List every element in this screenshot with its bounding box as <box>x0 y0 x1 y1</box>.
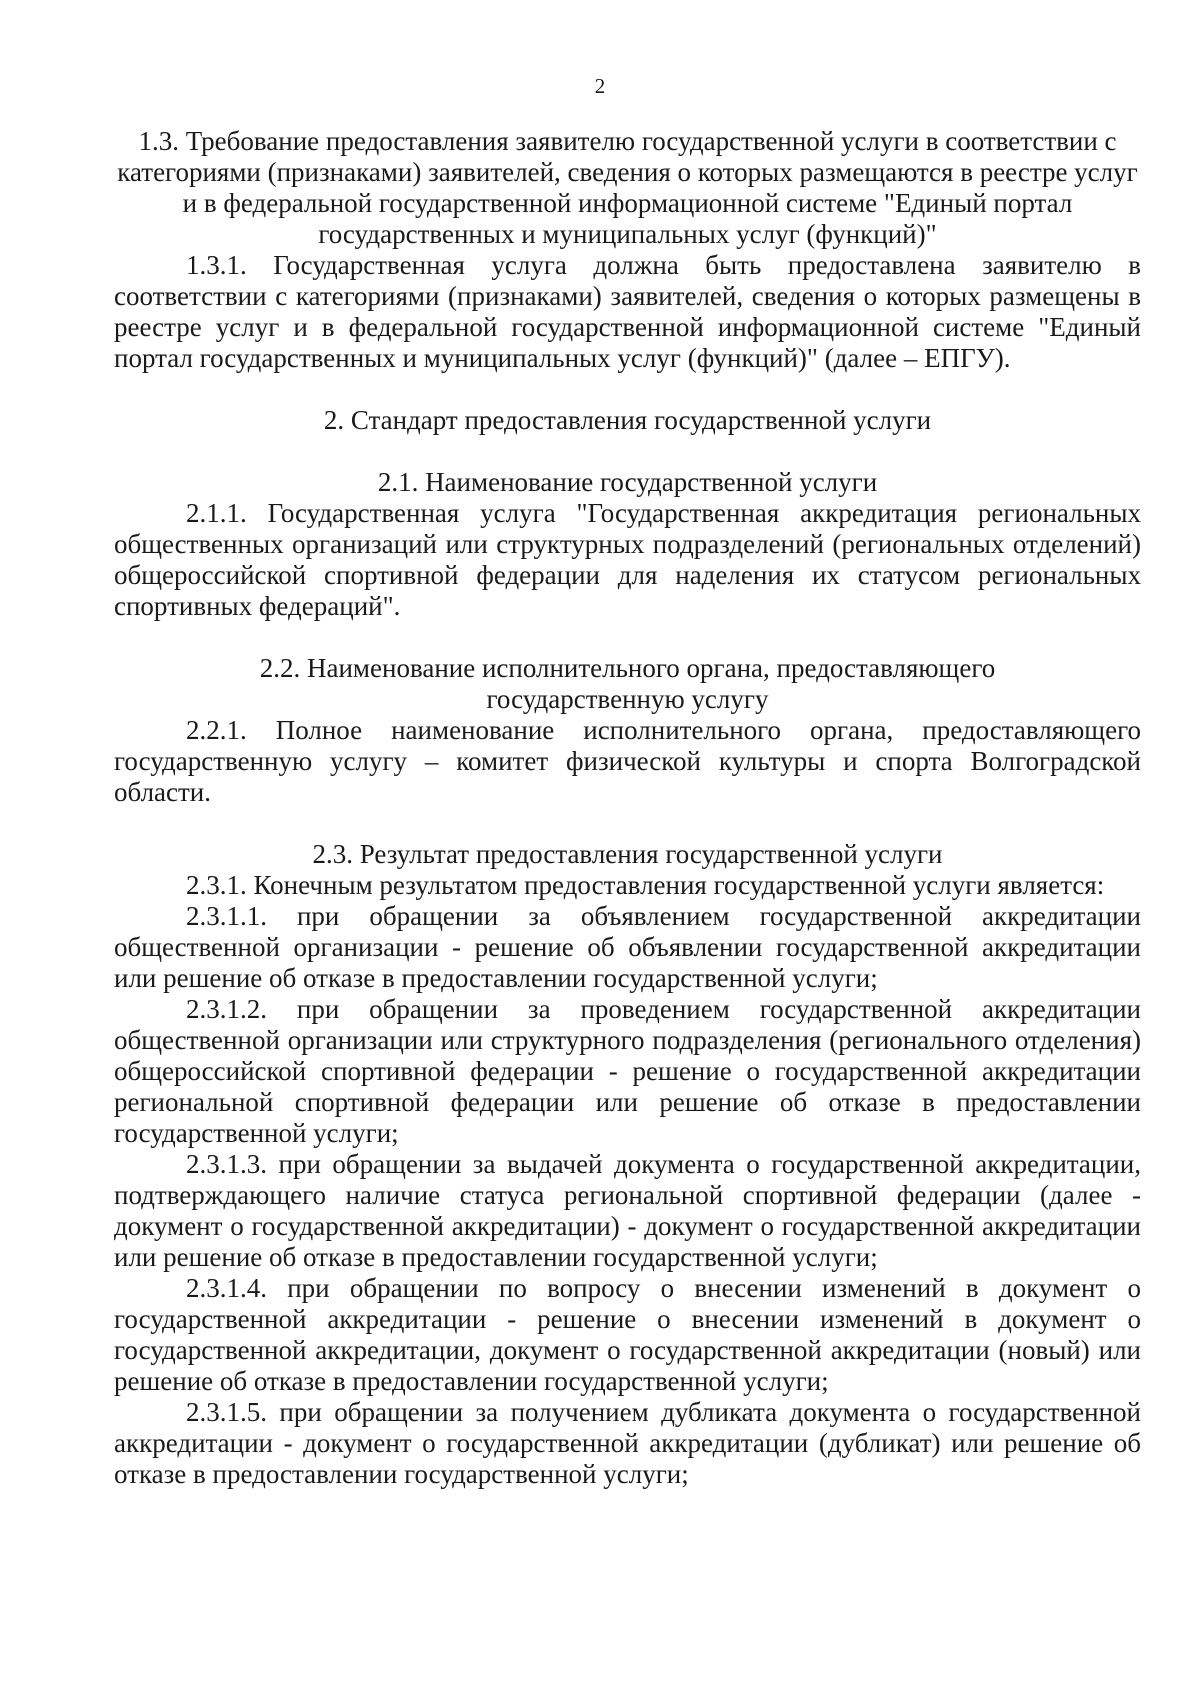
paragraph-2-3-1-1: 2.3.1.1. при обращении за объявлением государственной аккредитации общественной организации - решение об объявлении государственной аккредитации или решение об отказе в предоставлении государственной услуги; <box>114 901 1141 993</box>
spacer <box>114 436 1141 467</box>
page-number: 2 <box>594 74 606 98</box>
paragraph-2-3-1-3: 2.3.1.3. при обращении за выдачей документа о государственной аккредитации, подтверждающего наличие статуса региональной спортивной федерации (далее - документ о государственной аккредитации) - документ о государственной аккредитации или решение об отказе в предоставлении государственной услуги; <box>114 1149 1141 1272</box>
spacer <box>114 374 1141 405</box>
paragraph-2-3-1-5: 2.3.1.5. при обращении за получением дубликата документа о государственной аккредитации - документ о государственной аккредитации (дубликат) или решение об отказе в предоставлении государственной услуги; <box>114 1397 1141 1489</box>
section-2-2-heading-line2: государственную услугу <box>486 684 769 714</box>
document-body <box>114 126 1141 1490</box>
section-2-2-heading-line1: 2.2. Наименование исполнительного органа, предоставляющего <box>259 653 996 683</box>
paragraph-2-3-1-2: 2.3.1.2. при обращении за проведением государственной аккредитации общественной организации или структурного подразделения (регионального отделения) общероссийской спортивной федерации - решение о государственной аккредитации региональной спортивной федерации или решение об отказе в предоставлении государственной услуги; <box>114 994 1141 1148</box>
paragraph-1-3-1: 1.3.1. Государственная услуга должна быть предоставлена заявителю в соответствии с категориями (признаками) заявителей, сведения о которых размещены в реестре услуг и в федеральной государственной информационной системе "Единый портал государственных и муниципальных услуг (функций)" (далее – ЕПГУ). <box>114 250 1141 373</box>
paragraph-2-3-1-4: 2.3.1.4. при обращении по вопросу о внесении изменений в документ о государственной аккредитации - решение о внесении изменений в документ о государственной аккредитации, документ о государственной аккредитации (новый) или решение об отказе в предоставлении государственной услуги; <box>114 1273 1141 1396</box>
paragraph-2-2-1: 2.2.1. Полное наименование исполнительного органа, предоставляющего государственную услугу – комитет физической культуры и спорта Волгоградской области. <box>114 715 1141 807</box>
paragraph-2-3-1: 2.3.1. Конечным результатом предоставления государственной услуги является: <box>186 870 1105 900</box>
spacer <box>114 622 1141 653</box>
section-2-heading: 2. Стандарт предоставления государственной услуги <box>323 405 932 435</box>
section-2-3-heading: 2.3. Результат предоставления государственной услуги <box>312 839 943 869</box>
section-2-1-heading: 2.1. Наименование государственной услуги <box>377 467 878 497</box>
paragraph-2-1-1: 2.1.1. Государственная услуга "Государственная аккредитация региональных общественных организаций или структурных подразделений (региональных отделений) общероссийской спортивной федерации для наделения их статусом региональных спортивных федераций". <box>114 498 1141 621</box>
spacer <box>114 808 1141 839</box>
section-1-3-heading: 1.3. Требование предоставления заявителю государственной услуги в соответствии с категориями (признаками) заявителей, сведения о которых размещаются в реестре услуг и в федеральной государственной информационной системе "Единый портал государственных и муниципальных услуг (функций)" <box>117 126 1138 249</box>
